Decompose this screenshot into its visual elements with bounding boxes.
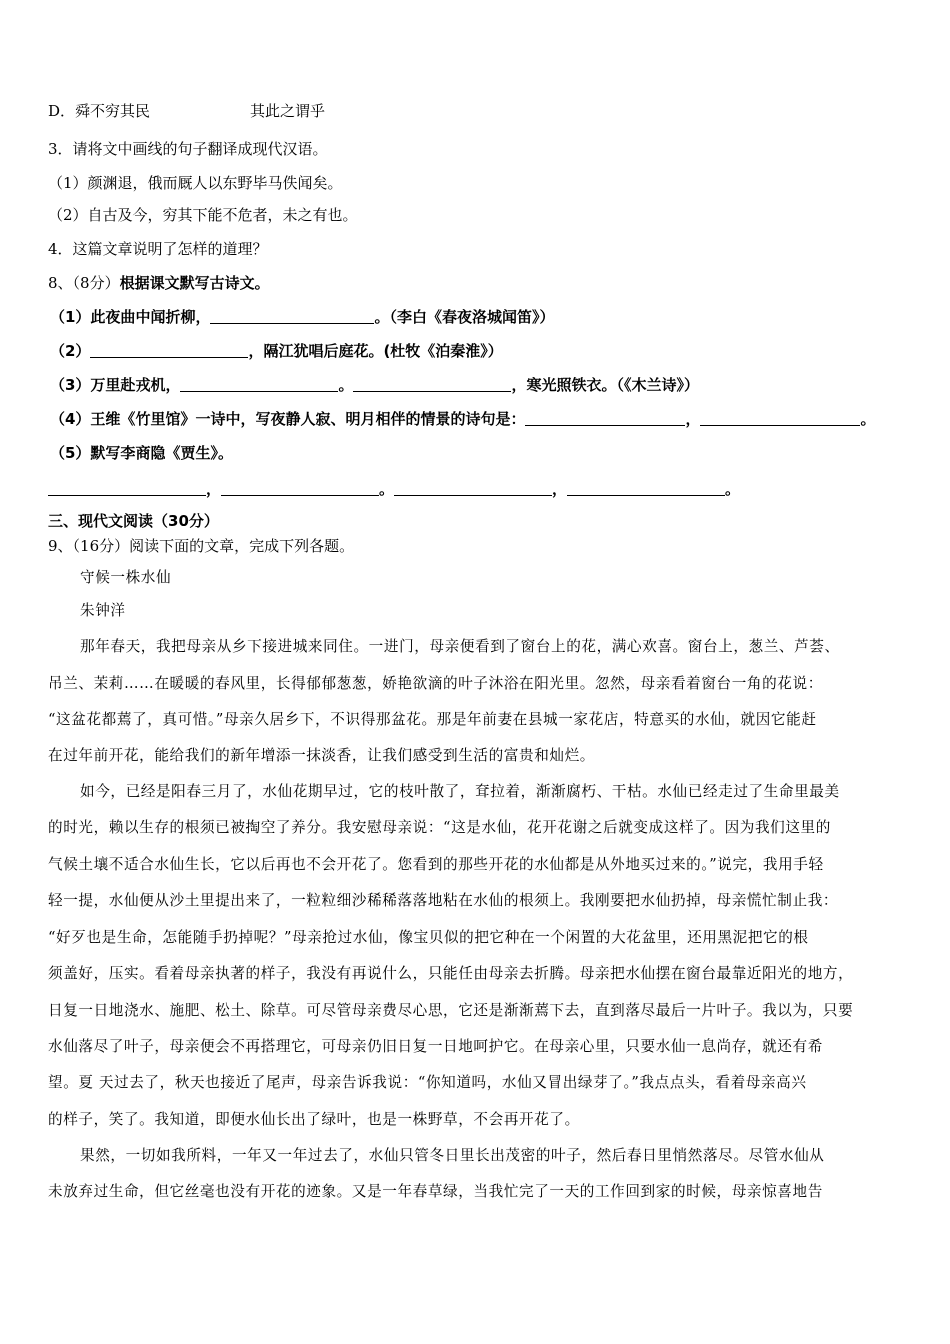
- q8-item-1-text: （1）此夜曲中闻折柳，: [50, 308, 211, 326]
- option-d: [48, 101, 325, 121]
- q8-item-3-text: （3）万里赴戎机，: [50, 376, 181, 394]
- article-author: 朱钟洋: [80, 602, 126, 619]
- q8-blank-1[interactable]: [210, 309, 374, 324]
- option-d-left: D．舜不穷其民: [48, 102, 151, 120]
- q8-item-5-sep1: ，: [206, 480, 222, 498]
- article-line: 果然，一切如我所料，一年又一年过去了，水仙只管冬日里长出茂密的叶子，然后春日里悄然落尽。尽管水仙从: [80, 1147, 825, 1164]
- question-4: 4．这篇文章说明了怎样的道理？: [48, 240, 268, 258]
- article-line: 在过年前开花，能给我们的新年增添一抹淡香，让我们感受到生活的富贵和灿烂。: [48, 747, 595, 764]
- q8-blank-4b[interactable]: [700, 411, 860, 426]
- article-line: 吊兰、茉莉……在暖暖的春风里，长得郁郁葱葱，娇艳欲滴的叶子沐浴在阳光里。忽然，母亲看着窗台一角的花说：: [48, 675, 823, 692]
- article-line: 的样子，笑了。我知道，即便水仙长出了绿叶，也是一株野草，不会再开花了。: [48, 1111, 580, 1128]
- q8-item-2: [50, 341, 503, 361]
- article-title: 守候一株水仙: [80, 569, 172, 586]
- article-line: 气候土壤不适合水仙生长，它以后再也不会开花了。您看到的那些开花的水仙都是从外地买过来的。”说完，我用手轻: [48, 856, 824, 873]
- article-line: 那年春天，我把母亲从乡下接进城来同住。一进门，母亲便看到了窗台上的花，满心欢喜。窗台上，葱兰、芦荟、: [80, 638, 840, 655]
- question-8-title: [48, 273, 270, 293]
- article-line: “好歹也是生命，怎能随手扔掉呢？”母亲抢过水仙，像宝贝似的把它种在一个闲置的大花盆里，还用黑泥把它的根: [48, 929, 809, 946]
- q8-blank-5d[interactable]: [567, 481, 725, 496]
- question-9: 9、（16分）阅读下面的文章，完成下列各题。: [48, 537, 355, 555]
- question-8-instruction: 根据课文默写古诗文。: [119, 274, 270, 292]
- article-line: 轻一提，水仙便从沙土里提出来了，一粒粒细沙稀稀落落地粘在水仙的根须上。我刚要把水仙扔掉，母亲慌忙制止我：: [48, 892, 839, 909]
- q8-item-2-num: （2）: [50, 342, 91, 360]
- article-line: 的时光，赖以生存的根须已被掏空了养分。我安慰母亲说：“这是水仙，花开花谢之后就变成这样了。因为我们这里的: [48, 819, 831, 836]
- article-line: 日复一日地浇水、施肥、松土、除草。可尽管母亲费尽心思，它还是渐渐蔫下去，直到落尽最后一片叶子。我以为，只要: [48, 1002, 854, 1019]
- q8-blank-4a[interactable]: [525, 411, 685, 426]
- q8-item-1-source: 。（李白《春夜洛城闻笛》）: [374, 308, 555, 326]
- q8-blank-3b[interactable]: [353, 377, 511, 392]
- q8-item-5-blanks: [48, 479, 740, 499]
- question-3-item-2: （2）自古及今，穷其下能不危者，未之有也。: [48, 206, 358, 224]
- q8-item-3: [50, 375, 699, 395]
- q8-item-5-sep2: 。: [379, 480, 395, 498]
- q8-item-4-text: （4）王维《竹里馆》一诗中，写夜静人寂、明月相伴的情景的诗句是：: [50, 410, 526, 428]
- q8-item-4-end: 。: [860, 410, 876, 428]
- article-line: 须盖好，压实。看着母亲执著的样子，我没有再说什么，只能任由母亲去折腾。母亲把水仙摆在窗台最靠近阳光的地方，: [48, 965, 854, 982]
- option-d-right: 其此之谓乎: [250, 102, 326, 120]
- question-3-item-1: （1）颜渊退，俄而厩人以东野毕马佚闻矣。: [48, 174, 343, 192]
- q8-blank-5c[interactable]: [394, 481, 552, 496]
- q8-item-3-tail: ，寒光照铁衣。（《木兰诗》）: [511, 376, 699, 394]
- q8-blank-2[interactable]: [90, 343, 248, 358]
- q8-blank-3a[interactable]: [180, 377, 338, 392]
- article-line: 望。夏 天过去了，秋天也接近了尾声，母亲告诉我说：“你知道吗，水仙又冒出绿芽了。”我点点头，看着母亲高兴: [48, 1074, 807, 1091]
- article-line: 水仙落尽了叶子，母亲便会不再搭理它，可母亲仍旧日复一日地呵护它。在母亲心里，只要水仙一息尚存，就还有希: [48, 1038, 823, 1055]
- q8-item-1: [50, 307, 554, 327]
- question-8-number: 8、（8分）: [48, 274, 120, 292]
- q8-item-5: （5）默写李商隐《贾生》。: [50, 444, 233, 462]
- article-line: “这盆花都蔫了，真可惜。”母亲久居乡下，不识得那盆花。那是年前妻在县城一家花店，特意买的水仙，就因它能赶: [48, 711, 817, 728]
- article-line: 如今，已经是阳春三月了，水仙花期早过，它的枝叶散了，耷拉着，渐渐腐朽、干枯。水仙已经走过了生命里最美: [80, 783, 840, 800]
- section-3-heading: 三、现代文阅读（30分）: [48, 512, 219, 530]
- question-3: 3．请将文中画线的句子翻译成现代汉语。: [48, 140, 328, 158]
- q8-item-5-sep4: 。: [725, 480, 741, 498]
- q8-item-3-sep: 。: [338, 376, 354, 394]
- q8-item-4-sep: ，: [685, 410, 701, 428]
- q8-item-4: [50, 409, 875, 429]
- article-line: 未放弃过生命，但它丝毫也没有开花的迹象。又是一年春草绿，当我忙完了一天的工作回到家的时候，母亲惊喜地告: [48, 1183, 823, 1200]
- q8-item-5-sep3: ，: [552, 480, 568, 498]
- q8-blank-5b[interactable]: [221, 481, 379, 496]
- q8-blank-5a[interactable]: [48, 481, 206, 496]
- q8-item-2-text: ，隔江犹唱后庭花。(杜牧《泊秦淮》）: [248, 342, 503, 360]
